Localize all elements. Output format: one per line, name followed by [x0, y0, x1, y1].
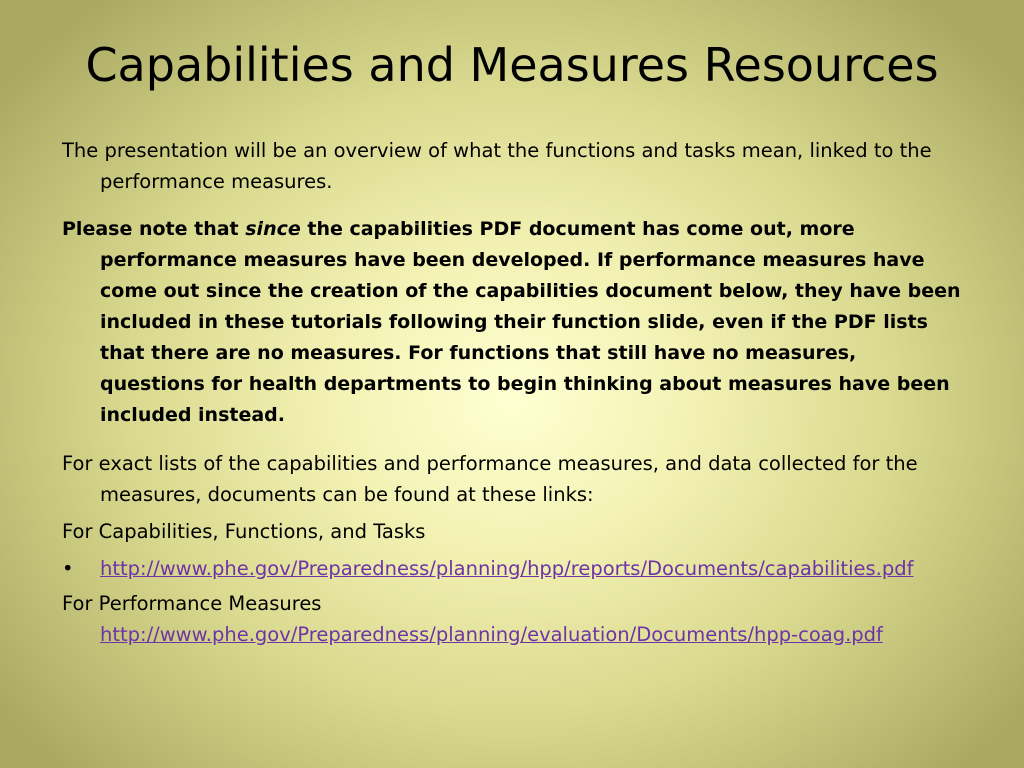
note-rest: the capabilities PDF document has come out, more performance measures have been developed. If performance measures have come out since the creation of the capabilities document below, they have been included in these tutorials following their function slide, even if the PDF lists that there are no measures. For functions that still have no measures, questions for health departments to begin thinking about measures have been included instead. [100, 218, 961, 426]
slide-body [62, 135, 962, 650]
capabilities-label: For Capabilities, Functions, and Tasks [62, 520, 426, 543]
performance-label: For Performance Measures [62, 592, 322, 615]
capabilities-bullet-item [62, 553, 962, 584]
note-emphasis: since [245, 218, 301, 240]
bullet-glyph: • [62, 557, 74, 580]
performance-pdf-link[interactable]: http://www.phe.gov/Preparedness/planning/evaluation/Documents/hpp-coag.pdf [100, 623, 883, 646]
note-prefix: Please note that [62, 218, 246, 240]
note-paragraph [62, 214, 962, 431]
performance-link-row [62, 619, 962, 650]
capabilities-pdf-link[interactable]: http://www.phe.gov/Preparedness/planning/hpp/reports/Documents/capabilities.pdf [100, 557, 914, 580]
links-intro-paragraph: For exact lists of the capabilities and performance measures, and data collected for the measures, documents can be found at these links: [62, 452, 918, 506]
intro-paragraph: The presentation will be an overview of what the functions and tasks mean, linked to the performance measures. [62, 139, 932, 193]
slide-title: Capabilities and Measures Resources [85, 38, 939, 92]
